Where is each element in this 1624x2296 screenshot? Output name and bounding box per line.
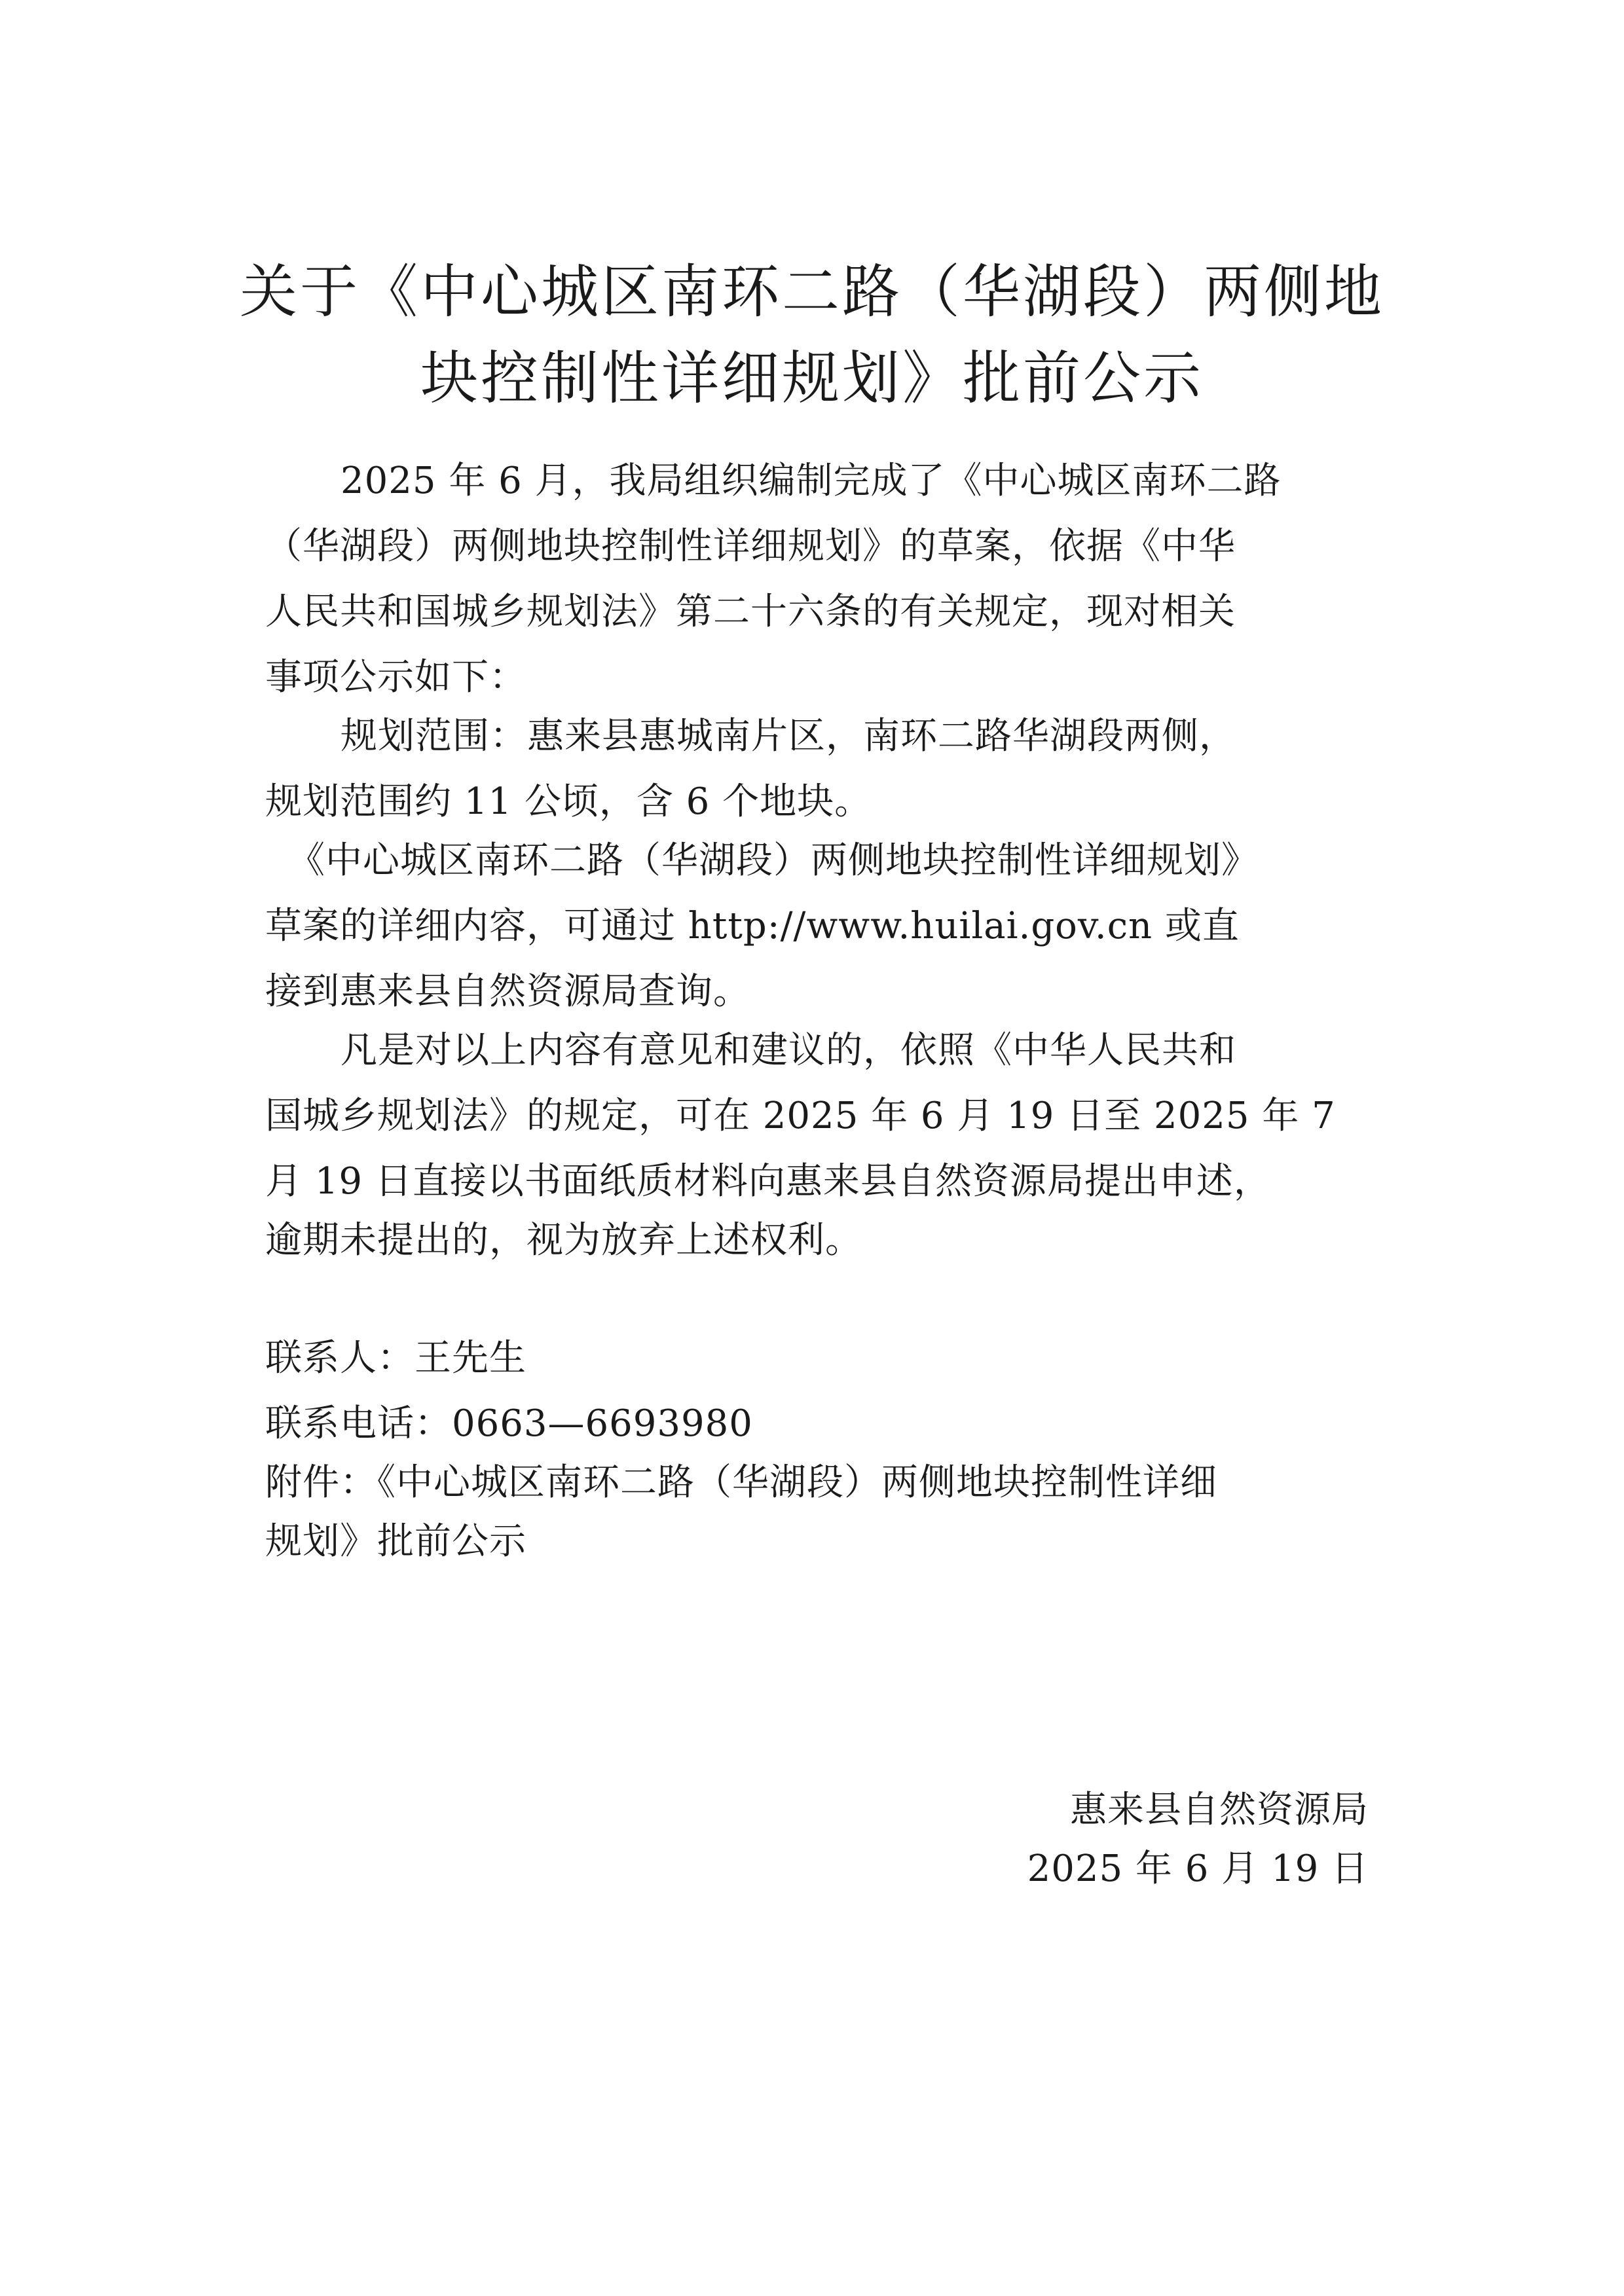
paragraph-4-line-1: 凡是对以上内容有意见和建议的，依照《中华人民共和 — [341, 1029, 1236, 1072]
paragraph-2-line-2: 规划范围约 11 公顷，含 6 个地块。 — [265, 780, 872, 823]
contact-phone: 联系电话：0663—6693980 — [265, 1402, 753, 1445]
paragraph-1-line-1: 2025 年 6 月，我局组织编制完成了《中心城区南环二路 — [341, 460, 1282, 502]
document-title-line-2: 块控制性详细规划》批前公示 — [420, 344, 1204, 412]
paragraph-4-line-3: 月 19 日直接以书面纸质材料向惠来县自然资源局提出申述， — [265, 1160, 1271, 1203]
paragraph-4-line-2: 国城乡规划法》的规定，可在 2025 年 6 月 19 日至 2025 年 7 — [265, 1095, 1336, 1137]
paragraph-3-line-1: 《中心城区南环二路（华湖段）两侧地块控制性详细规划》 — [288, 839, 1259, 882]
signature-date: 2025 年 6 月 19 日 — [1027, 1848, 1369, 1890]
attachment-line-2: 规划》批前公示 — [265, 1520, 526, 1563]
paragraph-3-line-2: 草案的详细内容，可通过 http://www.huilai.gov.cn 或直 — [265, 905, 1240, 947]
paragraph-1-line-3: 人民共和国城乡规划法》第二十六条的有关规定，现对相关 — [265, 591, 1236, 633]
attachment-line-1: 附件：《中心城区南环二路（华湖段）两侧地块控制性详细 — [265, 1461, 1217, 1504]
paragraph-1-line-4: 事项公示如下： — [265, 656, 526, 699]
document-title-line-1: 关于《中心城区南环二路（华湖段）两侧地 — [239, 258, 1384, 325]
paragraph-1-line-2: （华湖段）两侧地块控制性详细规划》的草案，依据《中华 — [265, 525, 1236, 568]
paragraph-2-line-1: 规划范围：惠来县惠城南片区，南环二路华湖段两侧， — [341, 715, 1236, 757]
paragraph-4-line-4: 逾期未提出的，视为放弃上述权利。 — [265, 1219, 862, 1262]
signature-organization: 惠来县自然资源局 — [1070, 1789, 1369, 1831]
paragraph-3-line-3: 接到惠来县自然资源局查询。 — [265, 970, 750, 1013]
contact-person: 联系人：王先生 — [265, 1337, 526, 1379]
